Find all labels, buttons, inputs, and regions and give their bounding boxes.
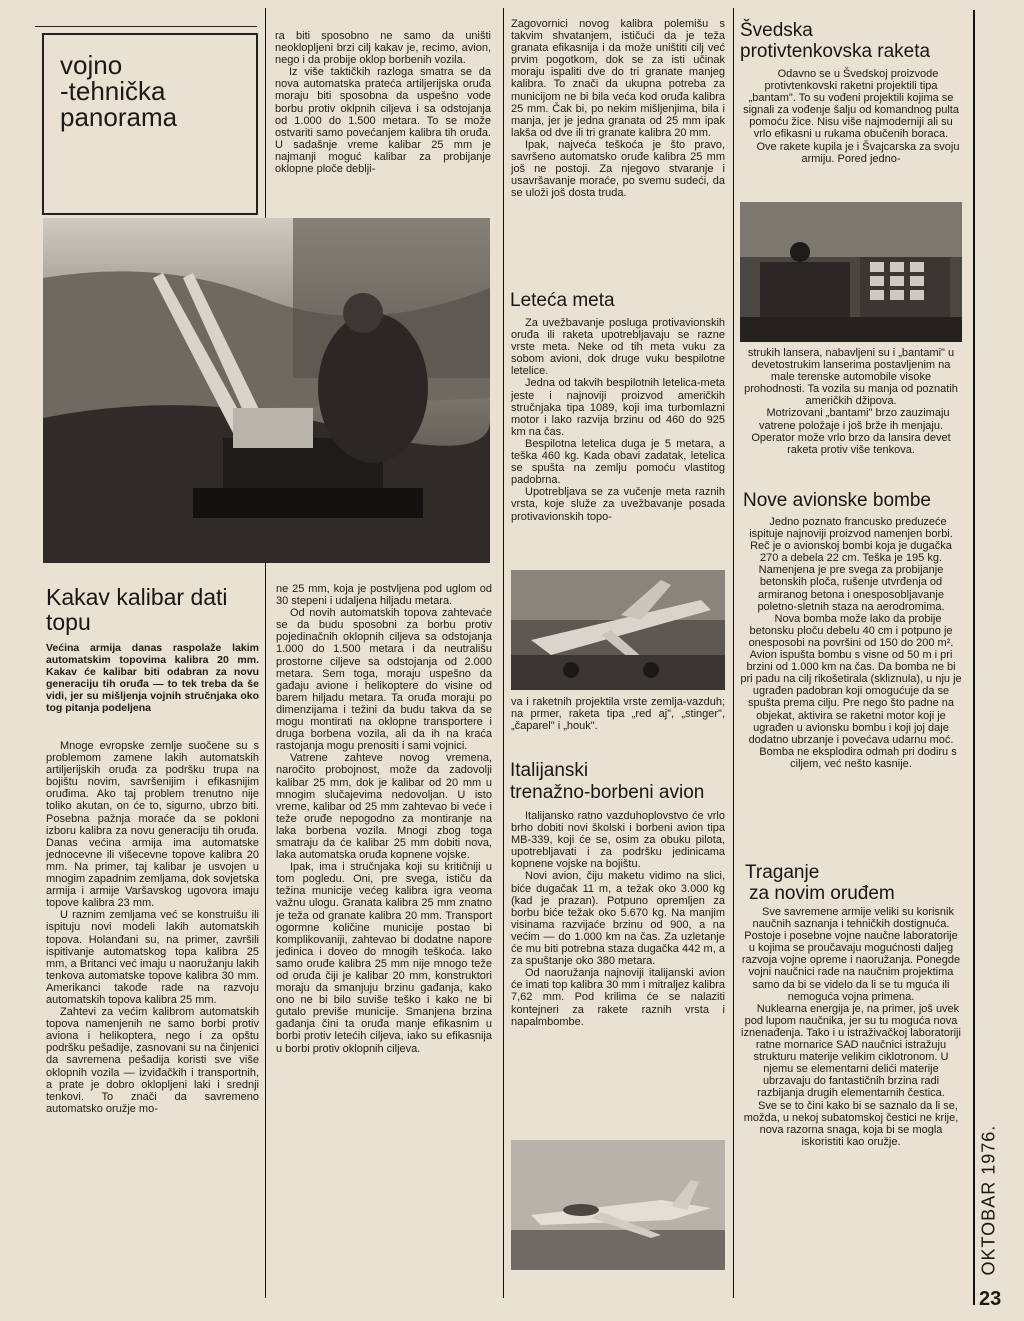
article-title-svedska-line1: Švedska (740, 20, 813, 41)
drone-target-photo (511, 570, 725, 690)
article-kalibar-column1 (46, 642, 259, 1115)
column-rule (503, 8, 504, 1298)
article-traganje-paragraph: Sve savremene armije veliki su korisnik naučnih saznanja i tehničkih dostignuća. Postoje i posebne vojne naučne laboratorije u kojima se proučavaju mogućnosti daljeg razvoja vojne opreme i naoružanja. Ponegde vojni naučnici rade na naučnim projektima samo da bi se videlo da li se tu mguća ili nemoguća vojna primena. (741, 906, 961, 1003)
header-line-1: vojno (60, 50, 123, 80)
article-title-traganje (745, 862, 895, 904)
article-title-kalibar-line1: Kakav kalibar dati (46, 584, 228, 610)
article-kalibar-paragraph: Mnoge evropske zemlje suočene su s problemom zamene lakih automatskih artiljerijskih oruđa za podršku trupa na bojištu novim, savršenijim i efikasnijim oruđima. Ako taj problem trenutno nije toliko akutan, on će to, sigurno, ubrzo biti. Posebna pažnja moraće da se pokloni izboru kalibra za novu generaciju tih oruđa. Danas većina armija ima automatske jednocevne ili višecevne topove kalibra 20 mm. Na primer, taj kalibar je usvojen u mnogim zapadnim zemljama, dok sovjetska armija i armije Varšavskog ugovora imaju topove kalibra 23 mm. (46, 740, 259, 910)
article-title-traganje-line1: Traganje (745, 862, 820, 883)
article-title-avion-line2: trenažno-borbeni avion (510, 782, 705, 803)
article-kalibar-paragraph: Zahtevi za većim kalibrom automatskih topova namenjenih ne samo borbi protiv aviona i helikoptera, nego i za opštu podršku pešadije, zasnovani su na činjenici da savremena pešadija koristi sve više oklopnih vozila — izviđačkih i transportnih, a prate je dobro oklopljeni laki i srednji tenkovi. To znači da savremeno automatsko oružje mo- (46, 1006, 259, 1115)
article-svedska-continued (740, 347, 962, 456)
article-bombe-body (740, 516, 962, 770)
article-title-avion (510, 760, 704, 804)
article-svedska-paragraph: Odavno se u Švedskoj proizvode protivtenkovski raketni projektili tipa „bantam". To su vođeni projektili kojima se signali za vođenje šalju od komandnog pulta pomoću žice. Nisu više najmoderniji ali su vrlo efikasni u rukama obučenih boraca. (743, 68, 959, 141)
article-title-traganje-line2: za novim oruđem (749, 883, 895, 904)
article-kalibar-paragraph: Ipak, najveća teškoća je što pravo, savršeno automatsko oruđe kalibra 25 mm još ne postoji. Za njegovo stvaranje i usavršavanje moraće, po svemu sudeći, da se uloži još dosta truda. (511, 138, 725, 200)
page-number: 23 (979, 1288, 1002, 1310)
article-bombe-paragraph: Jedno poznato francusko preduzeće ispituje najnoviji proizvod namenjen borbi. Reč je o avionskoj bombi koja je dugačka 270 a debela 22 cm. Teška je 195 kg. Namenjena je pre svega za probijanje betonskih ploča, rušenje utvrđenja od armiranog betona i onesposobljavanje poletno-sletnih staza na aerodromima. (749, 516, 953, 613)
article-title-svedska-line2: protivtenkovska raketa (740, 41, 931, 62)
article-meta-body (511, 317, 725, 523)
article-kalibar-paragraph: Zagovornici novog kalibra polemišu s takvim shvatanjem, ističući da je teža granata efikasnija i da može uništiti cilj već prvim pogotkom, dok se za isti učinak moraju ispaliti dve do tri granate manjeg kalibra. To znači da ukupna potreba za municijom ne bi bila veća kod oruđa kalibra 25 mm. Čak bi, po nekim mišljenjima, bila i manja, jer je jedna granata od 25 mm ipak lakša od dve ili tri granate kalibra 20 mm. (511, 18, 725, 139)
article-svedska-paragraph: Motrizovani „bantami" brzo zauzimaju vatrene položaje i još brže ih menjaju. Operator može vrlo brzo da lansira devet raketa protiv više tenkova. (751, 407, 951, 456)
article-kalibar-paragraph: Ipak, ima i stručnjaka koji su kritičniji u tom pogledu. Oni, pre svega, ističu da težina municije većeg kalibra igra veoma važnu ulogu. Granata kalibra 25 mm znatno je teža od granate kalibra 20 mm. Transport ogormne količine municije postao bi komplikovaniji, zahtevao bi dodatne napore jedinica i doveo do mnogih teškoća. Iako samo oruđe kalibra 25 mm nije mnogo teže od oruđa čiji je kalibar 20 mm, konstruktori moraju da smanjuju brzinu gađanja, kako ono ne bi bilo suviše teško i kako ne bi gutalo previše municije. Smanjena brzina gađanja čini ta oruđa manje efikasnim u borbi protiv letećih ciljeva, iako su efikasnija u borbi protiv oklopnih ciljeva. (276, 861, 492, 1055)
section-header-title (60, 52, 177, 130)
article-kalibar-paragraph: U raznim zemljama već se konstruišu ili ispituju novi modeli lakih automatskih topova. Holanđani su, na primer, završili ispitivanje automatskog topa kalibra 25 mm, a Britanci već imaju u naoružanju lakih tenkova automatske topove kalibra 30 mm. Amerikanci takođe rade na razvoju automatskih topova kalibra 25 mm. (46, 909, 259, 1006)
article-title-svedska (740, 20, 930, 62)
article-kalibar-column2-top (275, 30, 491, 175)
header-line-3: panorama (60, 102, 178, 132)
article-svedska-paragraph: Ove rakete kupila je i Švajcarska za svoju armiju. Pored jedno- (756, 140, 960, 165)
article-meta-paragraph: Bespilotna letelica duga je 5 metara, a teška 460 kg. Kada obavi zadatak, letelica se spušta na zemlju pomoću vlastitog padobrna. (511, 437, 725, 487)
header-line-2: -tehnička (60, 76, 166, 106)
article-traganje-body (740, 906, 962, 1148)
bantam-launcher-image (740, 202, 962, 342)
article-avion-paragraph: Od naoružanja najnoviji italijanski avion će imati top kalibra 30 mm i mitraljez kalibra 7,62 mm. Pod krilima će se nalaziti kontejneri za rakete raznih vrsta i napalmbombe. (511, 967, 725, 1028)
page-footer (976, 1100, 1006, 1320)
drone-target-image (511, 570, 725, 690)
article-title-avion-line1: Italijanski (510, 760, 589, 781)
article-bombe-paragraph: Bomba ne eksplodira odmah pri dodiru s ciljem, već nešto kasnije. (759, 745, 957, 770)
article-meta-paragraph: Upotrebljava se za vučenje meta raznih vrsta, koje služe za uvežbavanje posada protivavionskih topo- (511, 486, 725, 523)
article-title-bombe: Nove avionske bombe (743, 490, 931, 511)
article-bombe-paragraph: Nova bomba može lako da probije betonsku ploču debelu 40 cm i potpuno je onesposobi na površini od 150 do 200 m². Avion ispušta bombu s visne od 50 m i pri brzini od 1.000 km na čas. Da bomba ne bi pri padu na cilj rikošetirala (skliznula), u nju je ugrađen padobran koji omogućuje da se spušta prema cilju. Pre nego što padne na objekat, aktivira se raketni motor koji je ugrađen u avionsku bombu i koji joj daje dodatno ubrzanje i povećava udarnu moć. (740, 612, 962, 746)
article-meta-continued (511, 696, 725, 732)
article-kalibar-paragraph: Iz više taktičkih razloga smatra se da nova automatska prateća artiljerijska oruđa moraju biti sposobna da uspešno vode borbu protiv oklpnih ciljeva i sa odstojanja od 1.000 do 1.500 metara. To se može ostvariti samo povećanjem kalibra tih oruđa. U sadašnje vreme kalibar 25 mm je najmanji moguć kalibar za probijanje oklopne ploče deblji- (275, 66, 491, 176)
article-traganje-paragraph: Sve se to čini kako bi se saznalo da li se, možda, u nekoj subatomskoj čestici ne krije, nova razorna snaga, koja bi se mogla iskoristiti kao oružje. (743, 1099, 959, 1148)
article-avion-paragraph: Novi avion, čiju maketu vidimo na slici, biće dugačak 11 m, a težak oko 3.000 kg (kad je prazan). Potpuno opremljen za borbu biće težak oko 5.670 kg. Na manjim visinama razvijaće brzinu od 900, a na većim — do 1.000 km na čas. Za uzletanje će mu biti potrebna staza dugačka 442 m, a za spuštanje oko 380 metara. (511, 870, 725, 968)
article-kalibar-paragraph: ra biti sposobno ne samo da uništi neoklopljeni brzi cilj kakav je, recimo, avion, nego i da probije oklop borbenih vozila. (275, 30, 491, 67)
section-header-inner-rule (35, 26, 257, 27)
article-kalibar-paragraph: ne 25 mm, koja je postvljena pod uglom od 30 stepeni i udaljena hiljadu metara. (276, 583, 492, 608)
bantam-launcher-photo (740, 202, 962, 342)
article-avion-paragraph: Italijansko ratno vazduhoplovstvo će vrlo brho dobiti novi školski i borbeni avion tipa MB-339, koji će se, osim za obuku pilota, upotrebljavati i za podršku jedinicama kopnene vojske na bojištu. (511, 810, 725, 871)
article-kalibar-column2-bottom (276, 583, 492, 1055)
article-meta-paragraph: Za uvežbavanje posluga protivavionskih oruđa ili raketa upotrebljavaju se razne vrste meta. Neke od tih meta vuku za sobom avioni, dok druge vuku bespilotne letelice. (511, 317, 725, 378)
column-rule (265, 8, 266, 1298)
article-meta-paragraph: Jedna od takvih bespilotnih letelica-meta jeste i najnoviji proizvod američkih stručnjaka tipa 1089, koji ima turbomlazni motor i lako razvija brzinu od 460 do 925 km na čas. (511, 377, 725, 438)
article-kalibar-lead: Većina armija danas raspolaže lakim automatskim topovima kalibra 20 mm. Kakav će kalibar biti odabran za novu generaciju tih oruđa — to tek treba da še vidi, jer su mišljenja vojnih stručnjaka oko tog pitanja podeljena (46, 642, 259, 714)
antiaircraft-gun-image (43, 218, 490, 563)
column-rule (733, 8, 734, 1298)
article-title-kalibar-line2: topu (46, 609, 91, 635)
article-kalibar-paragraph: Vatrene zahteve novog vremena, naročito probojnost, može da zadovolji kalibar 25 mm, dok je kalibar od 20 mm u mnogim slučajevima nedovoljan. U isto vreme, kalibar od 25 mm zahtevao bi veće i teže oruđe nepogodno za montiranje na laka borbena vozila. Mnogi zbog toga smatraju da će kalibar 25 mm dobiti nova, laka automatska oruđa kopnene vojske. (276, 752, 492, 862)
aircraft-mb339-photo (511, 1140, 725, 1270)
article-title-meta: Leteća meta (510, 290, 615, 311)
column-rule (973, 10, 975, 1305)
article-avion-body (511, 810, 725, 1028)
antiaircraft-gun-photo (43, 218, 490, 563)
article-title-kalibar (46, 585, 228, 635)
article-svedska-body (740, 68, 962, 165)
article-kalibar-column3 (511, 18, 725, 199)
issue-date: OKTOBAR 1976. (978, 1124, 999, 1276)
article-meta-paragraph: va i raketnih projektila vrste zemlja-vazduh; na prmer, raketa tipa „red aj", „stinger", „čaparel" i „houk". (511, 696, 725, 733)
article-kalibar-paragraph: Od novih automatskih topova zahtevaće se da budu sposobni za borbu protiv pojedinačnih oklopnih ciljeva sa odstojanja 1.000 do 1.500 metara i da neutrališu prostorne ciljeve sa odstojanja od 2.000 metara. Sem toga, moraju uspešno da gađaju avione i helikoptere do visine od barem hiljadu metara. Ta oruđa moraju po dimenzijama i težini da budu takva da se mogu montirati na oklopne transportere i druga borbena vozila, ali da ih na kraća rastojanja mogu prenositi i sami vojnici. (276, 607, 492, 753)
article-svedska-paragraph: strukih lansera, nabavljeni su i „bantami" u devetostrukim lanserima postavljenim na male terenske automobile visoke prohodnosti. Ta vozila su manja od poznatih američkih džipova. (744, 347, 958, 408)
article-traganje-paragraph: Nuklearna energija je, na primer, još uvek pod lupom naučnika, jer su tu moguća nova iznenađenja. Tako i u istraživačkoj laboratoriji ratne mornarice SAD naučnici istražuju strukturu materije velikim ciklotronom. U njemu se elementarni delići materije ubrzavaju do fantastičnih brzina radi razbijanja drugih elementarnih čestica. (741, 1002, 961, 1100)
aircraft-mb339-image (511, 1140, 725, 1270)
